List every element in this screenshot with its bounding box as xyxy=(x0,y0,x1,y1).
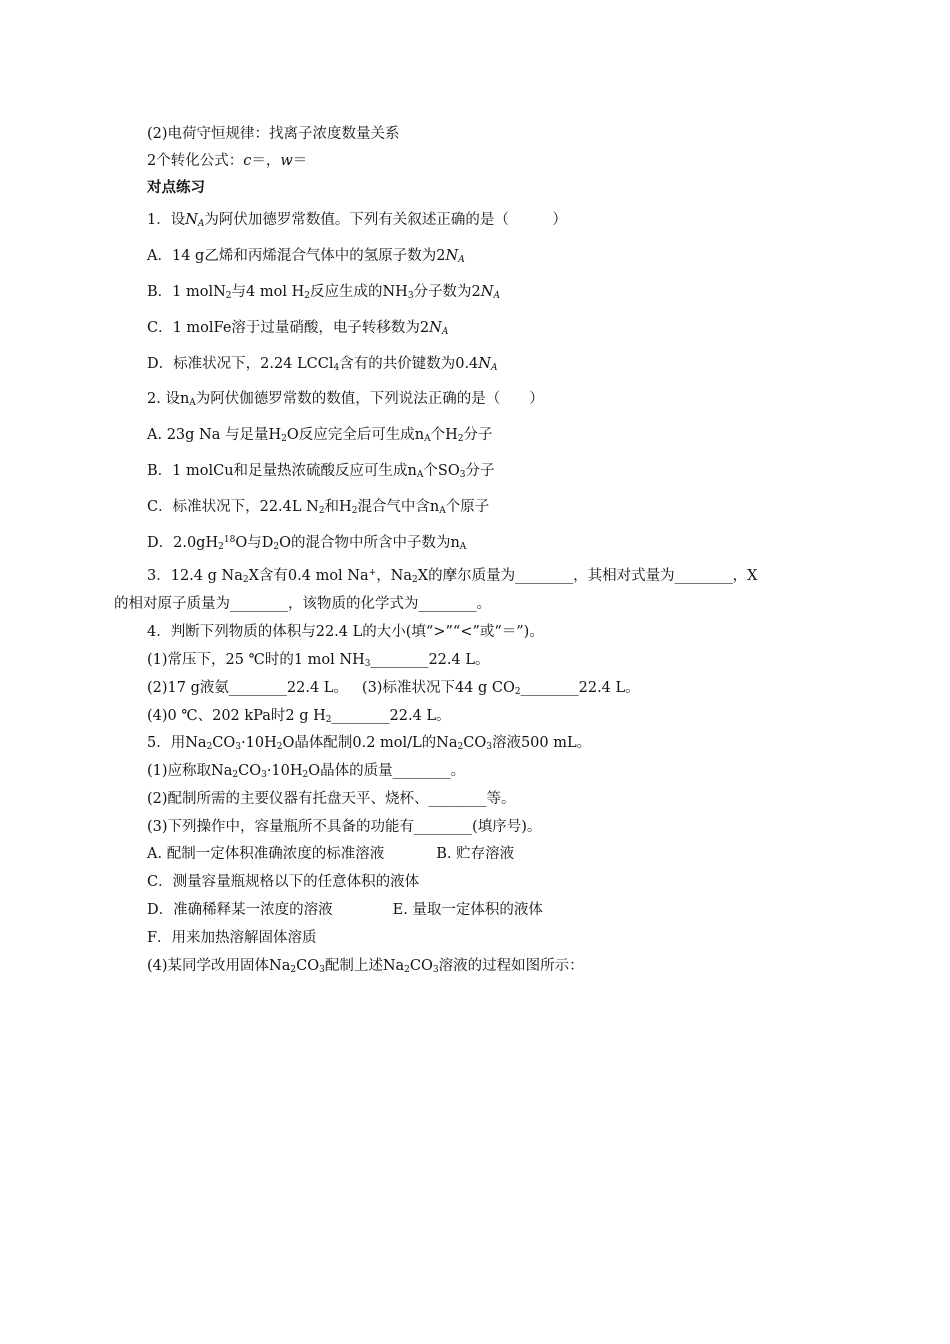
q1-stem xyxy=(147,210,567,230)
subscript: 4 xyxy=(333,363,340,373)
subscript: 2 xyxy=(281,434,287,444)
q5-option-e: E. 量取一定体积的液体 xyxy=(392,902,543,918)
q1-option-b xyxy=(147,282,500,302)
q5-option-a: A. 配制一定体积准确浓度的标准溶液 xyxy=(147,846,385,862)
q5-option-c: C．测量容量瓶规格以下的任意体积的液体 xyxy=(147,874,420,890)
subscript: 2 xyxy=(412,575,418,585)
q1-option-d-part: 含有的共价键数为0.4 xyxy=(339,356,479,372)
subscript: 2 xyxy=(218,542,224,552)
na-symbol: N xyxy=(478,356,491,372)
subscript: 3 xyxy=(235,742,242,752)
q4-part-4 xyxy=(147,706,451,726)
q5-part: CO xyxy=(296,958,320,974)
formula-line xyxy=(147,151,307,171)
q2-option-d xyxy=(147,533,466,553)
na-subscript: A xyxy=(439,506,446,516)
q4-part-1 xyxy=(147,650,489,670)
rule-line xyxy=(147,124,400,144)
q1-option-a xyxy=(147,246,465,266)
q2-stem-part: 为阿伏伽德罗常数的数值，下列说法正确的是（ ） xyxy=(195,391,544,407)
rule-text: (2)电荷守恒规律：找离子浓度数量关系 xyxy=(147,126,400,142)
q3-part: 3．12.4 g Na xyxy=(147,568,243,584)
q4-part: (1)常压下，25 ℃时的1 mol NH xyxy=(147,652,365,668)
superscript: + xyxy=(368,568,377,578)
q5-option-f: F．用来加热溶解固体溶质 xyxy=(147,930,317,946)
q2-option-b xyxy=(147,461,494,481)
q5-part: CO xyxy=(409,958,433,974)
q1-option-c xyxy=(147,318,448,338)
subscript: 3 xyxy=(261,770,267,780)
w-variable: w xyxy=(280,153,293,169)
q5-stem xyxy=(147,733,591,753)
q2-stem xyxy=(147,389,544,409)
q2-option-d-part: O的混合物中所含中子数为n xyxy=(279,535,460,551)
q3-line1 xyxy=(147,566,757,586)
subscript: 3 xyxy=(407,291,414,301)
q3-line2: 的相对原子质量为________，该物质的化学式为________。 xyxy=(114,596,491,612)
subscript: 2 xyxy=(514,687,521,697)
q5-part-1 xyxy=(147,761,465,781)
q5-option-b: B. 贮存溶液 xyxy=(436,846,515,862)
subscript: 3 xyxy=(459,470,466,480)
subscript: 3 xyxy=(364,659,371,669)
q1-option-b-part: 与4 mol H xyxy=(231,284,305,300)
q5-part: 配制上述Na xyxy=(324,958,405,974)
q3-part: X含有0.4 mol Na xyxy=(248,568,369,584)
section-title: 对点练习 xyxy=(147,180,205,196)
q2-option-c xyxy=(147,497,489,517)
na-subscript: A xyxy=(416,470,424,480)
subscript: 2 xyxy=(302,770,309,780)
q4-part: ________22.4 L。 xyxy=(331,708,451,724)
q5-part: (1)应称取Na xyxy=(147,763,233,779)
q5-part: ·10H xyxy=(266,763,303,779)
subscript: 2 xyxy=(457,742,464,752)
na-subscript: A xyxy=(458,255,465,265)
q2-option-b-part: 个SO xyxy=(423,463,460,479)
q2-option-a-part: O反应完全后可生成n xyxy=(286,427,425,443)
q5-part: CO xyxy=(238,763,262,779)
q2-option-d-part: D．2.0gH xyxy=(147,535,219,551)
q5-part-4 xyxy=(147,956,584,976)
q1-option-c-text: C．1 molFe溶于过量硝酸，电子转移数为2 xyxy=(147,320,430,336)
q2-option-d-part: O与D xyxy=(235,535,274,551)
q1-stem-tail: 为阿伏加德罗常数值。下列有关叙述正确的是（ ） xyxy=(204,212,567,228)
subscript: 3 xyxy=(486,742,492,752)
q1-stem-head: 1．设 xyxy=(147,212,186,228)
q5-part: 溶液500 mL。 xyxy=(491,735,592,751)
formula-prefix: 2个转化公式： xyxy=(147,153,244,169)
na-subscript: A xyxy=(189,398,196,408)
q5-part: CO xyxy=(212,735,236,751)
na-symbol: N xyxy=(445,248,459,264)
q5-part-2: (2)配制所需的主要仪器有托盘天平、烧杯、________等。 xyxy=(147,791,516,807)
na-subscript: A xyxy=(424,434,431,444)
na-symbol: N xyxy=(429,320,442,336)
subscript: 2 xyxy=(457,434,464,444)
subscript: 2 xyxy=(351,506,358,516)
q2-option-c-part: 混合气中含n xyxy=(357,499,440,515)
formula-end: ＝ xyxy=(292,153,308,169)
subscript: 2 xyxy=(273,542,280,552)
na-subscript: A xyxy=(459,542,467,552)
q2-option-a-part: A. 23g Na 与足量H xyxy=(147,427,282,443)
q2-option-b-part: 分子 xyxy=(465,463,495,479)
q2-option-b-part: B．1 molCu和足量热浓硫酸反应可生成n xyxy=(147,463,417,479)
subscript: 2 xyxy=(404,965,410,975)
q2-option-c-part: C．标准状况下，22.4L N xyxy=(147,499,319,515)
q2-stem-part: 2. 设n xyxy=(147,391,190,407)
c-variable: c xyxy=(243,153,252,169)
na-subscript: A xyxy=(441,327,449,337)
subscript: 2 xyxy=(206,742,213,752)
na-subscript: A xyxy=(197,219,205,229)
subscript: 2 xyxy=(290,965,297,975)
q5-part: 溶液的过程如图所示： xyxy=(438,958,584,974)
formula-mid: ＝， xyxy=(251,153,281,169)
subscript: 2 xyxy=(242,575,249,585)
q5-part: ·10H xyxy=(241,735,277,751)
na-symbol: N xyxy=(480,284,494,300)
q1-option-a-text: A．14 g乙烯和丙烯混合气体中的氢原子数为2 xyxy=(147,248,446,264)
q1-option-d-part: D．标准状况下，2.24 LCCl xyxy=(147,356,334,372)
na-symbol: N xyxy=(185,212,198,228)
subscript: 2 xyxy=(304,291,310,301)
superscript: 18 xyxy=(223,535,236,545)
q5-part: O晶体的质量________。 xyxy=(308,763,466,779)
q5-option-d: D．准确稀释某一浓度的溶液 xyxy=(147,902,333,918)
subscript: 2 xyxy=(232,770,239,780)
q5-part: (4)某同学改用固体Na xyxy=(147,958,291,974)
na-subscript: A xyxy=(493,291,500,301)
q4-stem: 4．判断下列物质的体积与22.4 L的大小(填“>”“<”或“＝”)。 xyxy=(147,624,544,640)
q3-part: ，Na xyxy=(376,568,413,584)
subscript: 3 xyxy=(319,965,325,975)
subscript: 2 xyxy=(318,506,325,516)
q4-part: ________22.4 L。 xyxy=(520,680,640,696)
q5-options-d-e xyxy=(147,900,543,920)
q4-part: ________22.4 L。 xyxy=(370,652,490,668)
q4-part: (2)17 g液氨________22.4 L。 xyxy=(147,680,348,696)
q2-option-a xyxy=(147,425,492,445)
q4-part: (4)0 ℃、202 kPa时2 g H xyxy=(147,708,326,724)
q1-option-b-part: 反应生成的NH xyxy=(309,284,408,300)
q5-part: CO xyxy=(463,735,487,751)
q5-part: O晶体配制0.2 mol/L的Na xyxy=(282,735,458,751)
q2-option-c-part: 个原子 xyxy=(445,499,490,515)
subscript: 2 xyxy=(225,291,232,301)
q5-part-3: (3)下列操作中，容量瓶所不具备的功能有________(填序号)。 xyxy=(147,819,542,835)
subscript: 3 xyxy=(432,965,439,975)
q4-part: (3)标准状况下44 g CO xyxy=(361,680,515,696)
q2-option-c-part: 和H xyxy=(324,499,352,515)
q4-part-2-3 xyxy=(147,678,640,698)
q2-option-a-part: 分子 xyxy=(463,427,493,443)
na-subscript: A xyxy=(490,363,498,373)
q1-option-b-part: 分子数为2 xyxy=(413,284,481,300)
q3-part: X的摩尔质量为________，其相对式量为________，X xyxy=(417,568,758,584)
subscript: 2 xyxy=(325,715,332,725)
q1-option-b-part: B．1 molN xyxy=(147,284,226,300)
q2-option-a-part: 个H xyxy=(430,427,458,443)
subscript: 2 xyxy=(276,742,283,752)
q5-part: 5．用Na xyxy=(147,735,207,751)
q1-option-d xyxy=(147,354,497,374)
q5-options-a-b xyxy=(147,844,514,864)
